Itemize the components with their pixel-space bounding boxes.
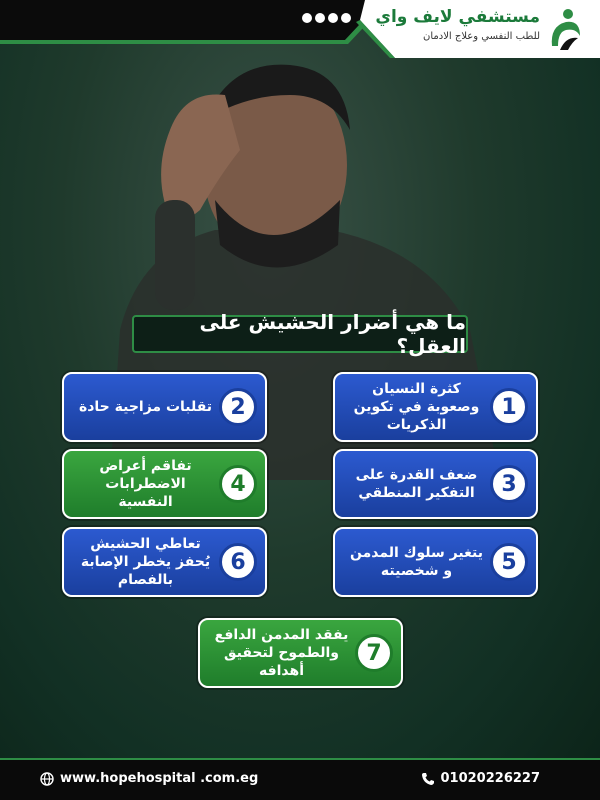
card-text: تعاطي الحشيش يُحفز يخطر الإصابة بالفصام bbox=[80, 536, 211, 588]
card-number: 3 bbox=[490, 465, 528, 503]
phone-link[interactable] bbox=[421, 771, 541, 786]
card-text: تفاقم أعراض الاضطرابات النفسية bbox=[99, 458, 192, 510]
harm-card-1 bbox=[333, 372, 538, 442]
website-text: www.hopehospital .com.eg bbox=[60, 771, 259, 786]
harm-card-3 bbox=[333, 449, 538, 519]
harm-card-5 bbox=[333, 527, 538, 597]
phone-text: 01020226227 bbox=[440, 771, 540, 786]
phone-icon bbox=[421, 772, 435, 786]
card-number: 4 bbox=[219, 465, 257, 503]
harm-card-7 bbox=[198, 618, 403, 688]
harm-card-6 bbox=[62, 527, 267, 597]
social-icons bbox=[302, 13, 351, 23]
card-number: 2 bbox=[219, 388, 257, 426]
facebook-icon[interactable] bbox=[302, 13, 312, 23]
logo-name: مستشفي لايف واي bbox=[375, 7, 540, 27]
website-link[interactable] bbox=[40, 771, 258, 786]
card-number: 6 bbox=[219, 543, 257, 581]
hospital-logo-icon bbox=[546, 6, 586, 52]
card-text: يفقد المدمن الدافع والطموح لتحقيق أهدافه bbox=[214, 627, 349, 679]
card-number: 7 bbox=[355, 634, 393, 672]
card-text: يتغير سلوك المدمن و شخصيته bbox=[350, 545, 483, 579]
harm-card-4 bbox=[62, 449, 267, 519]
page-title: ما هي أضرار الحشيش على العقل؟ bbox=[132, 315, 468, 353]
whatsapp-icon[interactable] bbox=[315, 13, 325, 23]
twitter-icon[interactable] bbox=[341, 13, 351, 23]
logo-tagline: للطب النفسي وعلاج الادمان bbox=[423, 31, 540, 42]
harm-card-2 bbox=[62, 372, 267, 442]
card-number: 1 bbox=[490, 388, 528, 426]
card-text: كثرة النسيان وصعوبة في تكوين الذكريات bbox=[353, 381, 480, 433]
card-text: تقلبات مزاجية حادة bbox=[78, 399, 213, 415]
instagram-icon[interactable] bbox=[328, 13, 338, 23]
globe-icon bbox=[40, 772, 54, 786]
card-number: 5 bbox=[490, 543, 528, 581]
card-text: ضعف القدرة على التفكير المنطقي bbox=[355, 467, 478, 501]
